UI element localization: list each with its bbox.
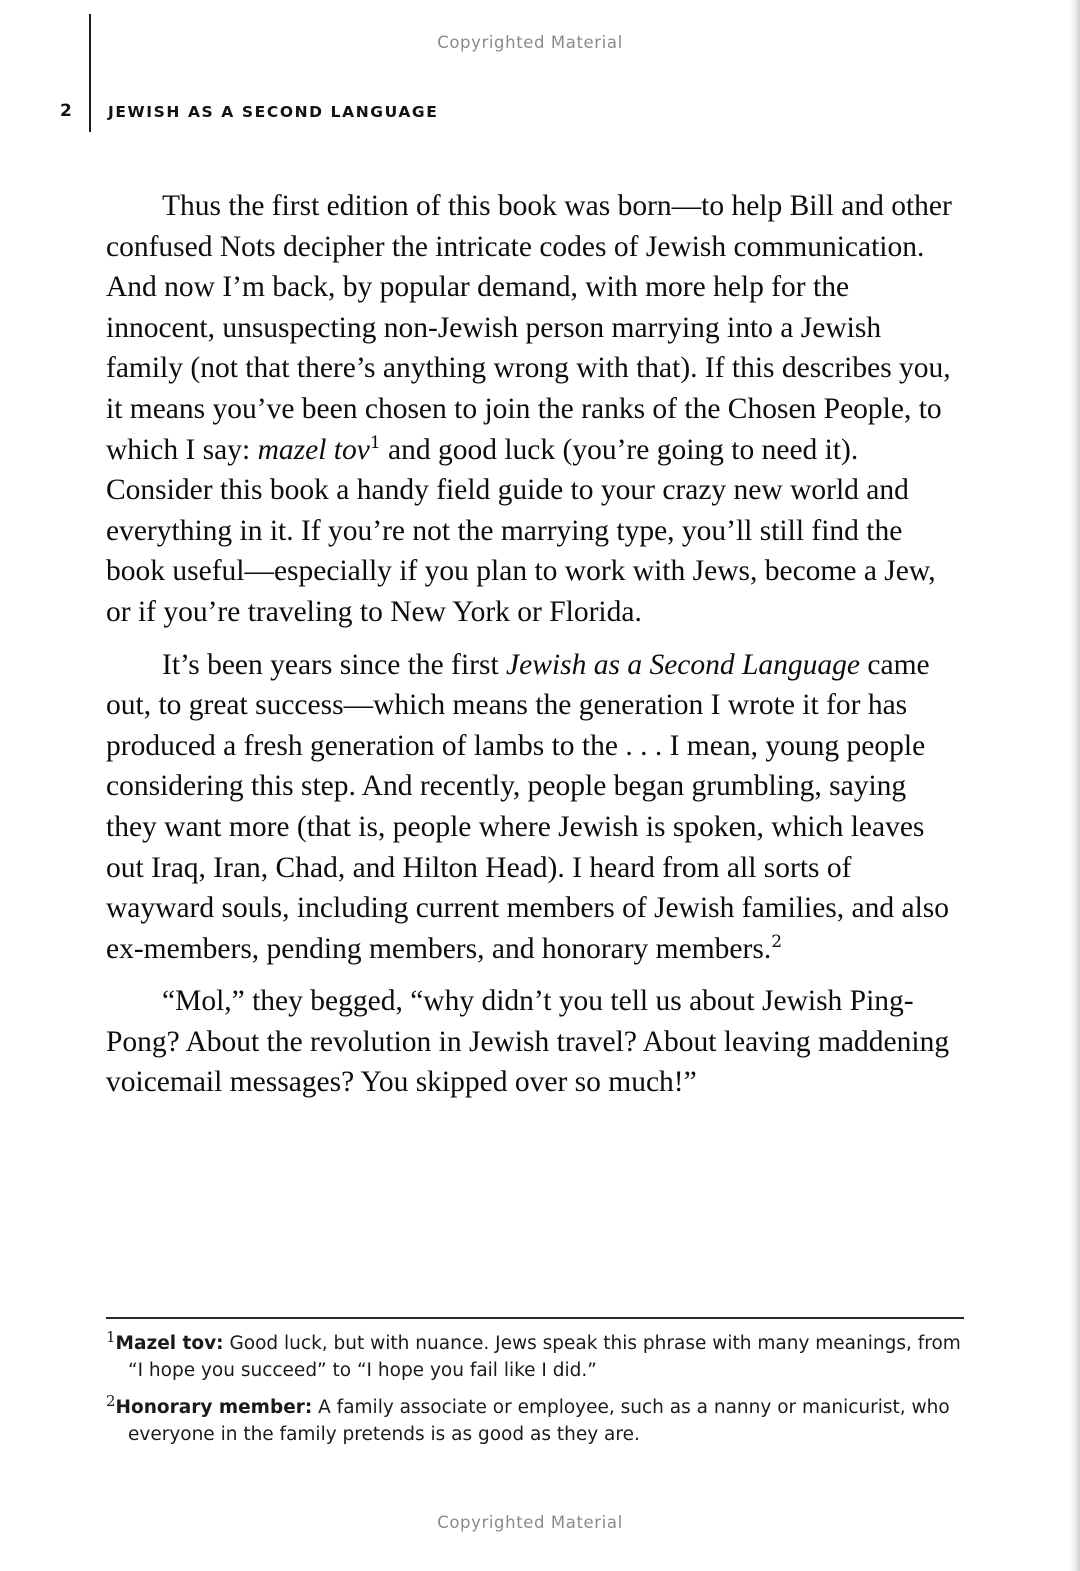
running-head-title: JEWISH AS A SECOND LANGUAGE <box>108 103 439 121</box>
copyright-watermark-bottom: Copyrighted Material <box>437 1513 623 1532</box>
footnote-text: Good luck, but with nuance. Jews speak this phrase with many meanings, from “I hope you succeed” to “I hope you fail like I did.” <box>128 1333 961 1381</box>
paragraph-2-italic-title: Jewish as a Second Language <box>506 648 861 681</box>
footnote-marker: 1 <box>106 1327 116 1346</box>
paragraph-3: “Mol,” they begged, “why didn’t you tell us about Jewish Ping-Pong? About the revolution in Jewish travel? About leaving maddening voicemail messages? You skipped over so much!” <box>106 985 950 1099</box>
body-text <box>106 186 964 1103</box>
paragraph-1-text-b: and good luck (you’re going to need it). Consider this book a handy field guide to your crazy new world and everything in it. If you’re not the marrying type, you’ll still find the book useful—especially if you plan to work with Jews, become a Jew, or if you’re traveling to New York or Florida. <box>106 433 936 628</box>
footnote-term: Mazel tov: <box>115 1333 224 1354</box>
page-number: 2 <box>60 101 72 121</box>
paragraph-2-text-a: It’s been years since the first <box>162 648 507 681</box>
footnote-item <box>106 1327 962 1384</box>
footnote-ref-1[interactable]: 1 <box>369 432 381 453</box>
copyright-watermark-top: Copyrighted Material <box>437 33 623 52</box>
paragraph-2-text-b: came out, to great success—which means the generation I wrote it for has produced a fresh generation of lambs to the . . . I mean, young people considering this step. And recently, people began grumbling, saying they want more (that is, people where Jewish is spoken, which leaves out Iraq, Iran, Chad, and Hilton Head). I heard from all sorts of wayward souls, including current members of Jewish families, and also ex-members, pending members, and honorary members. <box>106 648 950 965</box>
paragraph-1-italic-term: mazel tov <box>257 433 370 466</box>
footnote-ref-2[interactable]: 2 <box>771 931 783 952</box>
footnote-term: Honorary member: <box>115 1397 313 1418</box>
paragraph-1-text-a: Thus the first edition of this book was born—to help Bill and other confused Nots decipher the intricate codes of Jewish communication. And now I’m back, by popular demand, with more help for the innocent, unsuspecting non-Jewish person marrying into a Jewish family (not that there’s anything wrong with that). If this describes you, it means you’ve been chosen to join the ranks of the Chosen People, to which I say: <box>106 190 952 466</box>
footnote-item <box>106 1391 962 1448</box>
page-edge-shadow <box>1070 0 1080 1571</box>
footnote-separator <box>106 1317 964 1319</box>
running-head-rule <box>89 14 91 132</box>
footnote-marker: 2 <box>106 1391 116 1410</box>
footnote-text: A family associate or employee, such as a nanny or manicurist, who everyone in the family pretends is as good as they are. <box>128 1397 950 1445</box>
paragraph-2 <box>106 645 964 970</box>
paragraph-1 <box>106 186 964 633</box>
footnotes-section <box>106 1327 962 1458</box>
